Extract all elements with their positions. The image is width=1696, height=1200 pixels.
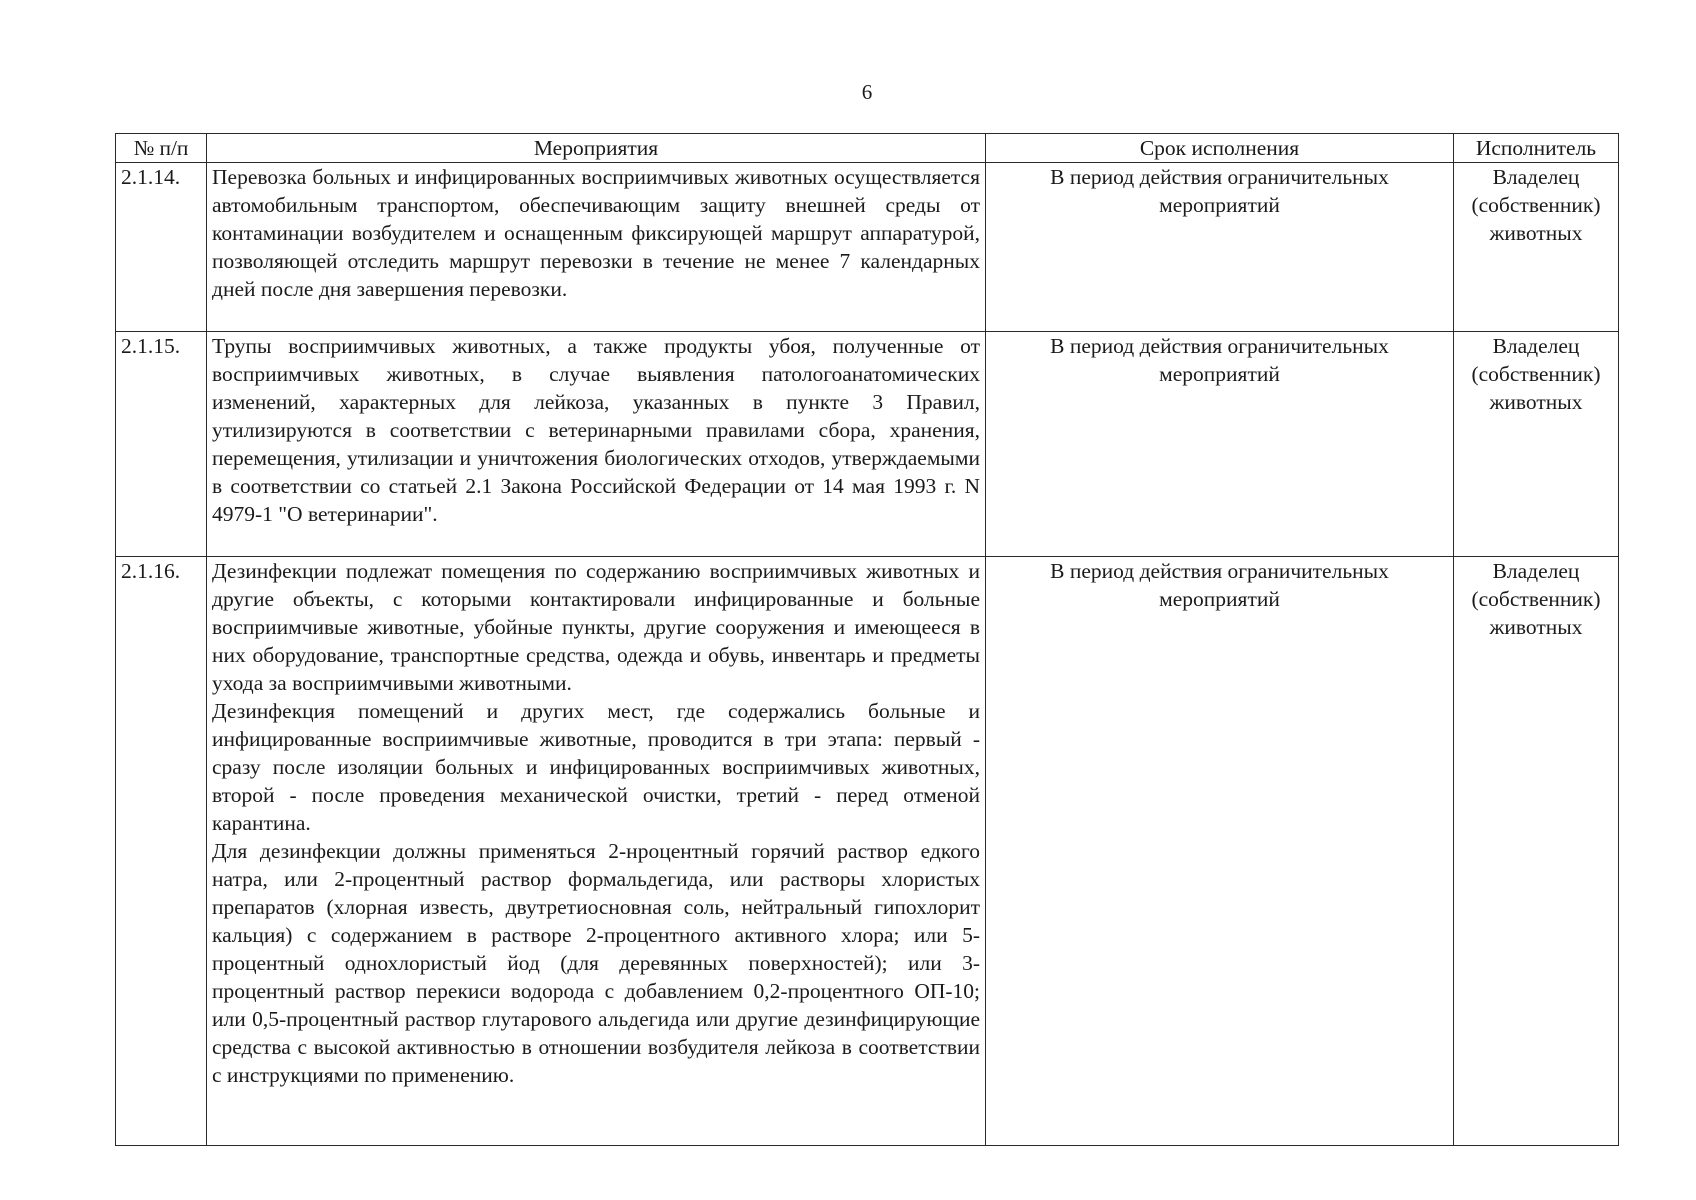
row-term: В период действия ограничительных мероприятий xyxy=(986,163,1454,332)
table-row xyxy=(116,332,1619,557)
activity-paragraph: Для дезинфекции должны применяться 2-нроцентный горячий раствор едкого натра, или 2-процентный раствор формальдегида, или растворы хлористых препаратов (хлорная известь, двутретиосновная соль, нейтральный гипохлорит кальция) с содержанием в растворе 2-процентного активного хлора; или 5-процентный однохлористый йод (для деревянных поверхностей); или 3-процентный раствор перекиси водорода с добавлением 0,2-процентного ОП-10; или 0,5-процентный раствор глутарового альдегида или другие дезинфицирующие средства с высокой активностью в отношении возбудителя лейкоза в соответствии с инструкциями по применению. xyxy=(212,839,980,1087)
executor-line: животных xyxy=(1489,390,1583,414)
row-number: 2.1.14. xyxy=(116,163,207,332)
activity-paragraph: Дезинфекции подлежат помещения по содержанию восприимчивых животных и другие объекты, с которыми контактировали инфицированные и больные восприимчивые животные, убойные пункты, другие сооружения и имеющееся в них оборудование, транспортные средства, одежда и обувь, инвентарь и предметы ухода за восприимчивыми животными. xyxy=(212,559,980,695)
activity-paragraph: Дезинфекция помещений и других мест, где содержались больные и инфицированные восприимчивые животные, проводится в три этапа: первый - сразу после изоляции больных и инфицированных восприимчивых животных, второй - после проведения механической очистки, третий - перед отменой карантина. xyxy=(212,699,980,835)
row-executor xyxy=(1454,557,1619,1146)
executor-line: (собственник) xyxy=(1471,587,1601,611)
executor-line: животных xyxy=(1489,615,1583,639)
row-number: 2.1.16. xyxy=(116,557,207,1146)
row-activity xyxy=(207,163,986,332)
row-term: В период действия ограничительных мероприятий xyxy=(986,332,1454,557)
executor-line: Владелец xyxy=(1492,559,1580,583)
executor-line: (собственник) xyxy=(1471,362,1601,386)
executor-line: животных xyxy=(1489,221,1583,245)
row-executor xyxy=(1454,163,1619,332)
row-activity xyxy=(207,332,986,557)
measures-table xyxy=(115,133,1619,1146)
header-term: Срок исполнения xyxy=(986,134,1454,163)
executor-line: Владелец xyxy=(1492,334,1580,358)
header-executor: Исполнитель xyxy=(1454,134,1619,163)
table-row xyxy=(116,557,1619,1146)
table-header-row xyxy=(116,134,1619,163)
executor-line: Владелец xyxy=(1492,165,1580,189)
table-row xyxy=(116,163,1619,332)
page-number: 6 xyxy=(861,80,873,104)
row-term: В период действия ограничительных мероприятий xyxy=(986,557,1454,1146)
row-activity xyxy=(207,557,986,1146)
row-executor xyxy=(1454,332,1619,557)
activity-paragraph: Трупы восприимчивых животных, а также продукты убоя, полученные от восприимчивых животных, в случае выявления патологоанатомических изменений, характерных для лейкоза, указанных в пункте 3 Правил, утилизируются в соответствии с ветеринарными правилами сбора, хранения, перемещения, утилизации и уничтожения биологических отходов, утверждаемыми в соответствии со статьей 2.1 Закона Российской Федерации от 14 мая 1993 г. N 4979-1 "О ветеринарии". xyxy=(212,334,980,526)
header-activity: Мероприятия xyxy=(207,134,986,163)
header-num: № п/п xyxy=(116,134,207,163)
executor-line: (собственник) xyxy=(1471,193,1601,217)
activity-paragraph: Перевозка больных и инфицированных восприимчивых животных осуществляется автомобильным транспортом, обеспечивающим защиту внешней среды от контаминации возбудителем и оснащенным фиксирующей маршрут аппаратурой, позволяющей отследить маршрут перевозки в течение не менее 7 календарных дней после дня завершения перевозки. xyxy=(212,165,980,301)
row-number: 2.1.15. xyxy=(116,332,207,557)
